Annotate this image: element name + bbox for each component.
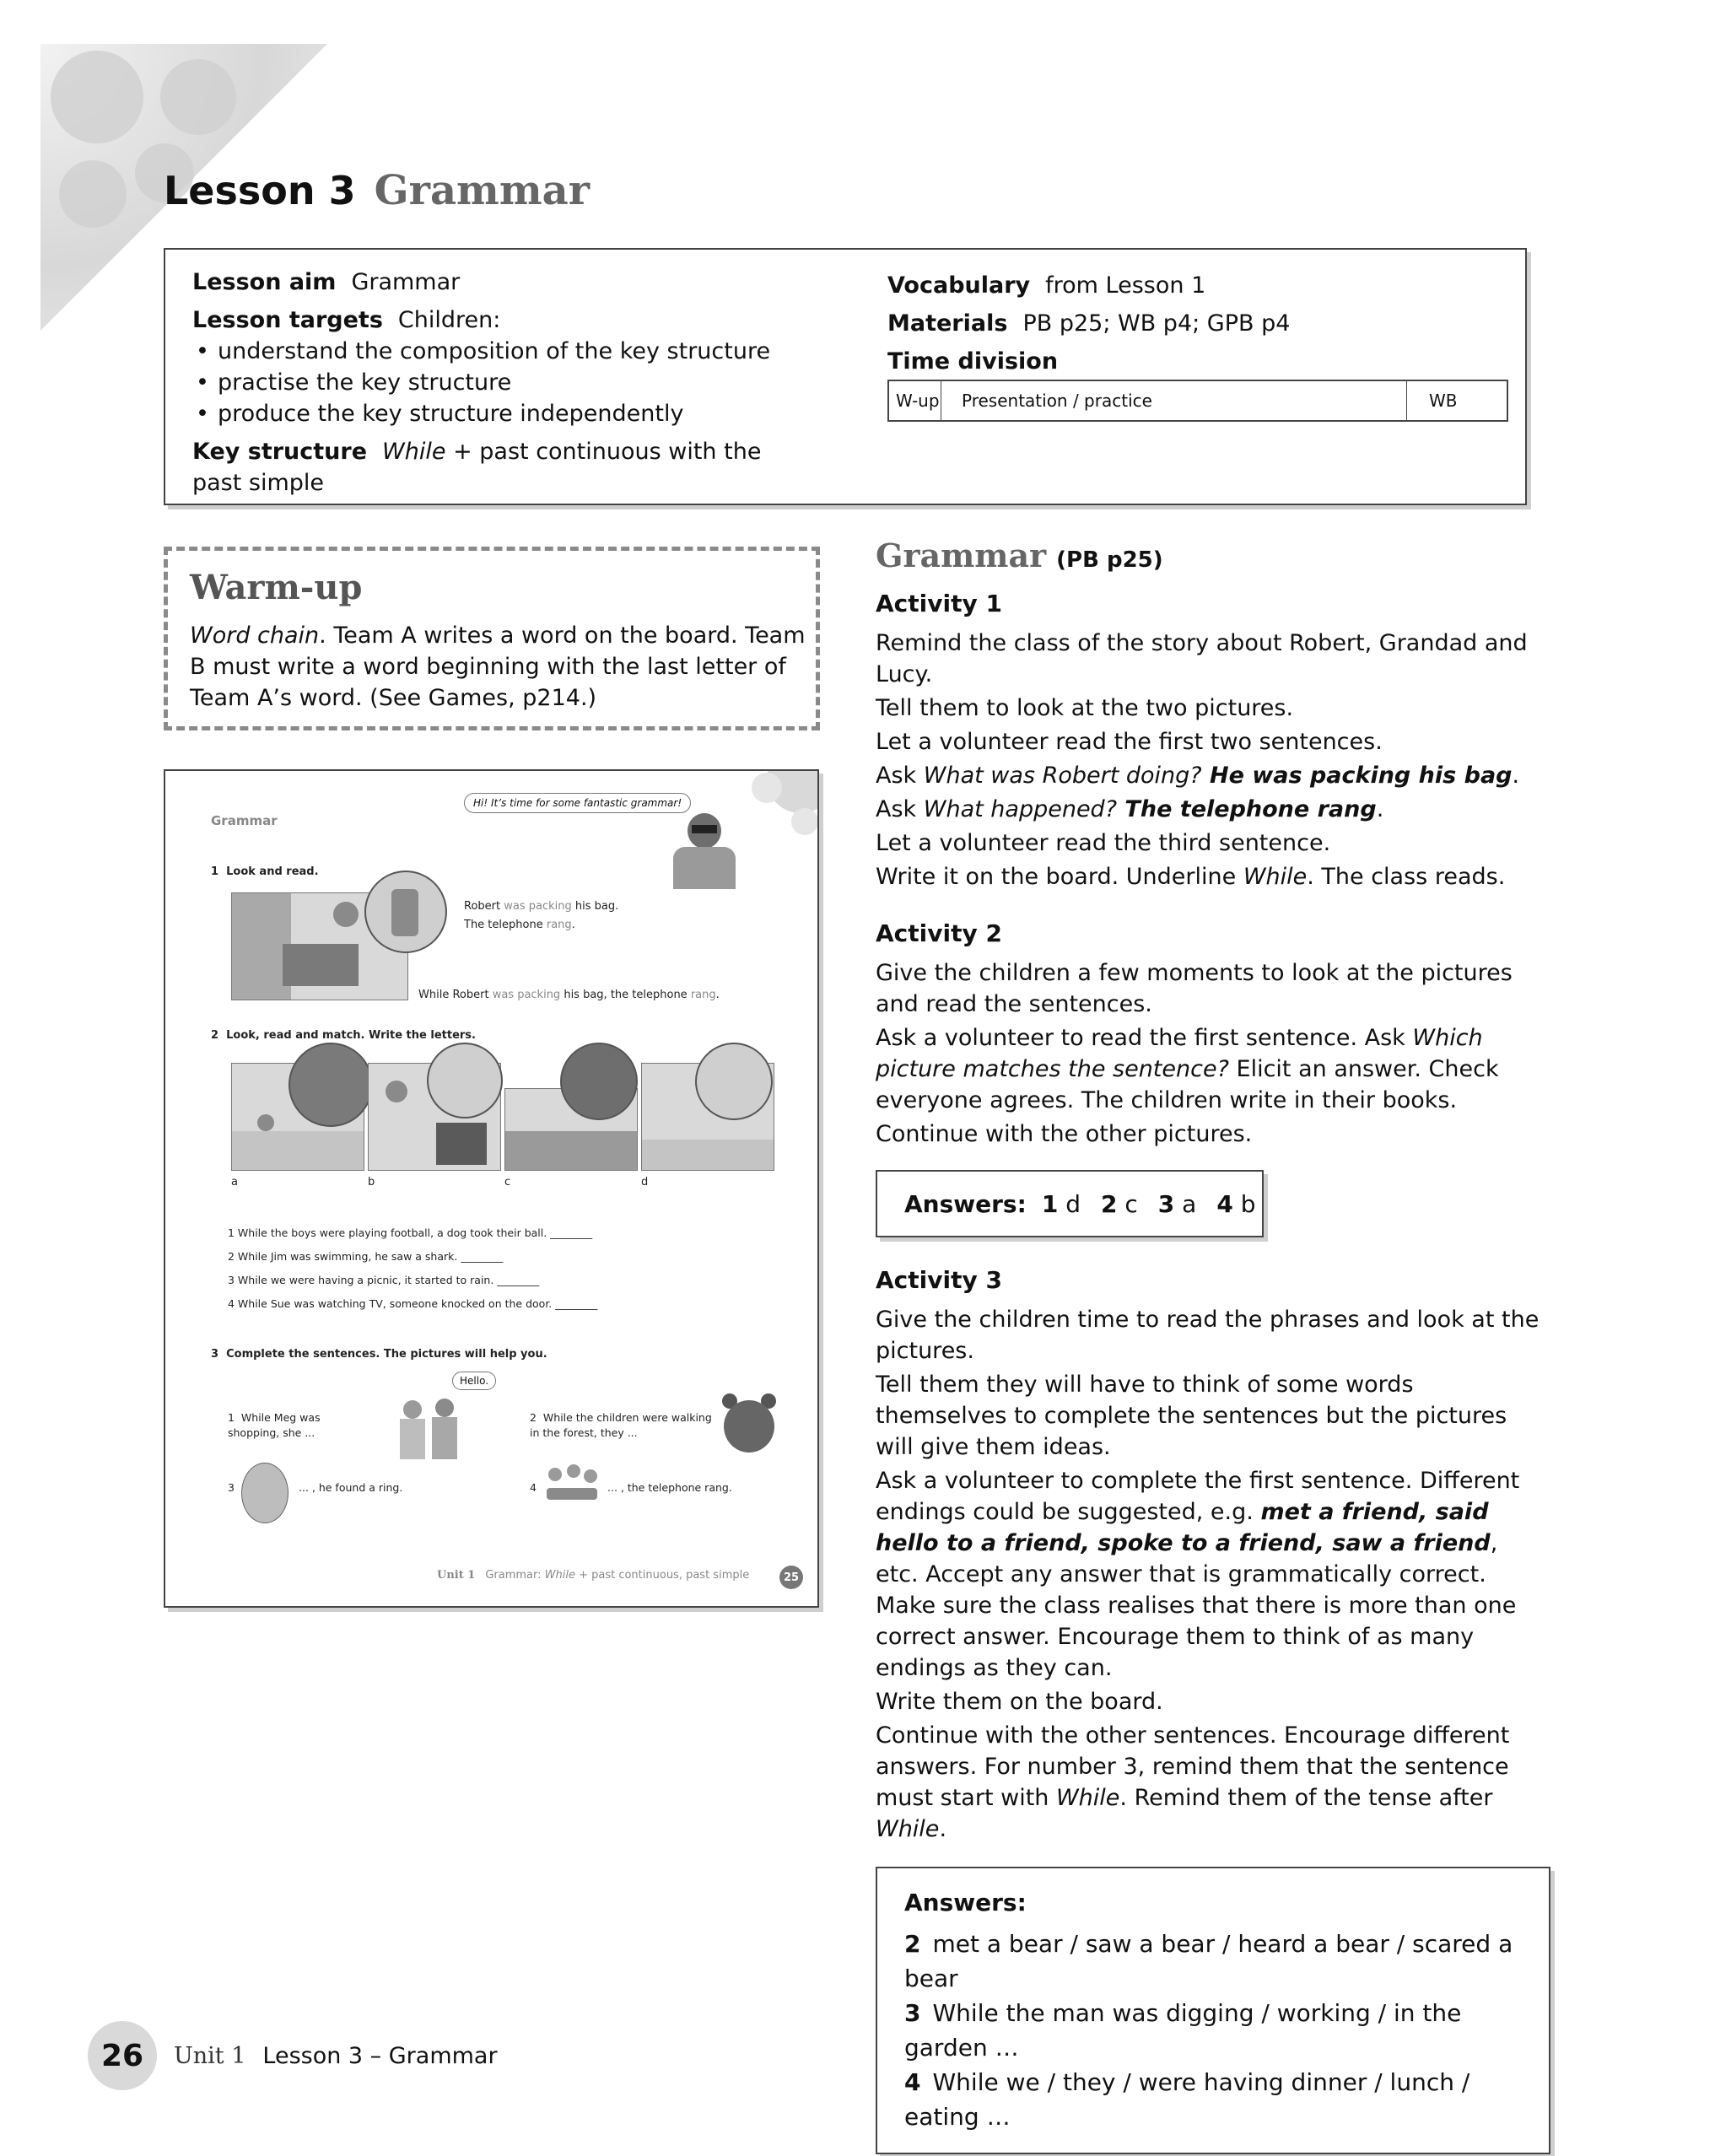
pb-ex3-text: Complete the sentences. The pictures will help you. bbox=[226, 1348, 547, 1361]
q1-ask: Ask bbox=[876, 763, 924, 789]
pb-ex1-l2b: rang bbox=[546, 919, 572, 931]
warmup-title: Warm-up bbox=[190, 568, 363, 607]
a1-p5-a: Write it on the board. Underline bbox=[876, 864, 1243, 890]
materials-value: PB p25; WB p4; GPB p4 bbox=[1022, 310, 1291, 337]
answers-box-activity-3 bbox=[876, 1867, 1550, 2154]
pb-ex3-text2: While the children were walking in the forest, they ... bbox=[530, 1411, 712, 1439]
a3-p5-b: While bbox=[1055, 1785, 1120, 1811]
pb-footer-a: Grammar: bbox=[485, 1569, 545, 1582]
activity-1-question bbox=[876, 760, 1542, 791]
answer-value: met a bear / saw a bear / heard a bear / scared a bear bbox=[904, 1930, 1513, 1992]
lesson-aim bbox=[192, 267, 817, 298]
vocabulary-value: from Lesson 1 bbox=[1045, 272, 1206, 299]
pb-footer-unit: Unit 1 bbox=[437, 1569, 476, 1582]
time-cell-presentation: Presentation / practice bbox=[941, 381, 1407, 420]
answer-number: 2 bbox=[904, 1930, 921, 1958]
grammar-section bbox=[876, 536, 1542, 2154]
q2-end: . bbox=[1376, 796, 1384, 822]
lesson-targets-label: Lesson targets bbox=[192, 307, 383, 333]
pb-shopping-illustration bbox=[398, 1395, 469, 1461]
pb-ex1-l2a: The telephone bbox=[464, 919, 547, 931]
info-left-column bbox=[192, 267, 817, 499]
a2-p2-c: Elicit an answer. Check everyone agrees. The children write in their books. bbox=[876, 1056, 1499, 1113]
pb-ex3-item1 bbox=[228, 1410, 371, 1441]
pb-shark-circle bbox=[560, 1043, 638, 1120]
warmup-body: . Team A writes a word on the board. Team B must write a word beginning with the last letter of Team A’s word. (See Games, p214.) bbox=[190, 623, 806, 711]
answers-box-activity-2 bbox=[876, 1170, 1264, 1237]
q2-answer: The telephone rang bbox=[1117, 796, 1377, 822]
pb-ex3-item2 bbox=[530, 1410, 715, 1441]
answers-label: Answers: bbox=[904, 1189, 1027, 1218]
activity-3-text: Give the children time to read the phrases and look at the pictures. bbox=[876, 1307, 1540, 1364]
materials bbox=[887, 305, 1512, 342]
lesson-topic: Grammar bbox=[374, 167, 590, 214]
answer-number: 1 bbox=[1041, 1189, 1059, 1218]
pb-letter-c: c bbox=[504, 1176, 511, 1188]
pb-ex2-sentence: 2 While Jim was swimming, he saw a shark. ________ bbox=[228, 1250, 504, 1263]
answer-number: 2 bbox=[1100, 1189, 1118, 1218]
warmup-italic: Word chain bbox=[190, 623, 320, 649]
pb-ex1-l3a: While Robert bbox=[418, 989, 493, 1001]
grammar-heading bbox=[876, 536, 1542, 576]
pb-ex1-l1a: Robert bbox=[464, 900, 504, 913]
pb-ex3-n2: 2 bbox=[530, 1411, 537, 1424]
a3-p3-c: , etc. Accept any answer that is grammatically correct. Make sure the class realises that there is more than one correct answer. Encourage them to think of as many endings as they can. bbox=[876, 1530, 1517, 1681]
pb-ex3-title bbox=[211, 1348, 547, 1361]
corner-dot bbox=[160, 59, 236, 135]
answer-row bbox=[904, 1927, 1522, 1996]
info-right-column bbox=[887, 267, 1512, 380]
pb-footer bbox=[437, 1569, 749, 1582]
answer-number: 4 bbox=[1216, 1189, 1233, 1218]
q1-end: . bbox=[1512, 763, 1520, 789]
superhero-illustration bbox=[668, 813, 741, 889]
lesson-aim-value: Grammar bbox=[351, 269, 461, 295]
targets-list bbox=[192, 336, 817, 429]
q1-question: What was Robert doing? bbox=[923, 763, 1202, 789]
page-title bbox=[164, 167, 590, 214]
activity-1-question bbox=[876, 794, 1542, 825]
pb-speech-bubble: Hi! It’s time for some fantastic grammar! bbox=[464, 793, 691, 813]
pb-ex3-n4: 4 bbox=[530, 1481, 537, 1494]
pb-ex3-num: 3 bbox=[211, 1348, 219, 1361]
materials-label: Materials bbox=[887, 310, 1008, 337]
pb-letter-a: a bbox=[231, 1176, 238, 1188]
a3-p3-b: met a friend, said hello to a friend, spoke to a friend, saw a friend bbox=[876, 1499, 1491, 1556]
activity-1-text: Tell them to look at the two pictures. bbox=[876, 695, 1294, 721]
answer-value: b bbox=[1240, 1189, 1256, 1218]
pb-letter-b: b bbox=[368, 1176, 375, 1188]
activity-3-text bbox=[876, 1465, 1542, 1684]
pb-ex2-sentence: 4 While Sue was watching TV, someone knocked on the door. ________ bbox=[228, 1297, 598, 1310]
answer-row bbox=[904, 1996, 1522, 2065]
pb-ex1-lines: Robert was packing his bag. The telephone rang. bbox=[464, 900, 619, 931]
pupil-book-page bbox=[164, 769, 819, 1608]
q1-answer: He was packing his bag bbox=[1201, 763, 1513, 789]
a3-p5-c: . Remind them of the tense after bbox=[1119, 1785, 1493, 1811]
a3-p3-a: Ask a volunteer to complete the first sentence. Different endings could be suggested, e.g. bbox=[876, 1468, 1520, 1525]
pb-ex2-text: Look, read and match. Write the letters. bbox=[226, 1029, 476, 1042]
pb-digging-illustration bbox=[241, 1463, 288, 1523]
pb-ex1-l3b: was packing bbox=[492, 989, 561, 1001]
pb-footer-b: While bbox=[544, 1569, 575, 1582]
activity-2-heading: Activity 2 bbox=[876, 919, 1002, 947]
pb-ex2-title bbox=[211, 1029, 476, 1042]
time-division-heading: Time division bbox=[887, 348, 1059, 375]
lesson-targets bbox=[192, 305, 817, 336]
key-structure-italic: While bbox=[382, 439, 446, 465]
warmup-box bbox=[164, 547, 820, 730]
a3-p5-a: Continue with the other sentences. Encourage different answers. For number 3, remind them that the sentence must start with bbox=[876, 1722, 1510, 1811]
activity-2-text bbox=[876, 1022, 1542, 1116]
target-item: • understand the composition of the key structure bbox=[192, 336, 817, 367]
pb-heading: Grammar bbox=[211, 813, 278, 828]
time-division-table bbox=[887, 380, 1508, 422]
grammar-ref: (PB p25) bbox=[1056, 547, 1163, 573]
pb-ex2-num: 2 bbox=[211, 1029, 219, 1042]
answer-value: While we / they / were having dinner / lunch / eating … bbox=[904, 2068, 1470, 2131]
pb-ex3-text4: ... , the telephone rang. bbox=[607, 1481, 732, 1494]
answers-label: Answers: bbox=[904, 1889, 1027, 1916]
pb-ex1-text: Look and read. bbox=[226, 865, 319, 878]
vocabulary bbox=[887, 267, 1512, 305]
lesson-number: Lesson 3 bbox=[164, 168, 356, 213]
activity-1-text: Let a volunteer read the third sentence. bbox=[876, 830, 1331, 856]
a3-p5-e: . bbox=[939, 1816, 947, 1842]
pb-dinner-illustration bbox=[542, 1464, 602, 1515]
pb-ex2-sentences bbox=[228, 1221, 597, 1316]
activity-3-heading: Activity 3 bbox=[876, 1266, 1002, 1294]
warmup-text bbox=[190, 620, 806, 714]
activity-3-text: Write them on the board. bbox=[876, 1689, 1163, 1715]
corner-dot bbox=[51, 51, 143, 143]
pb-ex2-sentence: 1 While the boys were playing football, a dog took their ball. ________ bbox=[228, 1226, 593, 1239]
pb-ex1-l1b: was packing bbox=[504, 900, 572, 913]
a1-p5-c: . The class reads. bbox=[1307, 864, 1506, 890]
activity-3-text: Tell them they will have to think of some words themselves to complete the sentences but the pictures will give them ideas. bbox=[876, 1372, 1507, 1460]
answer-number: 4 bbox=[904, 2068, 921, 2096]
activity-1-text: Remind the class of the story about Robert, Grandad and Lucy. bbox=[876, 630, 1528, 687]
key-structure-value: + past continuous with the past simple bbox=[192, 439, 762, 496]
page-footer bbox=[88, 2021, 498, 2090]
pb-door-circle bbox=[427, 1043, 503, 1118]
footer-unit: Unit 1 bbox=[174, 2042, 246, 2069]
answer-value: c bbox=[1124, 1189, 1138, 1218]
a2-p2-a: Ask a volunteer to read the first sentence. Ask bbox=[876, 1025, 1413, 1051]
pb-ex1-line3: While Robert was packing his bag, the telephone rang. bbox=[418, 989, 720, 1001]
activity-1-text bbox=[876, 861, 1542, 892]
pb-ex3-n3: 3 bbox=[228, 1481, 235, 1494]
q2-ask: Ask bbox=[876, 796, 924, 822]
pb-ex1-l3c: his bag, the telephone bbox=[560, 989, 691, 1001]
pb-letter-d: d bbox=[641, 1176, 649, 1188]
a3-p5-d: While bbox=[876, 1816, 940, 1842]
pb-ex1-title bbox=[211, 865, 319, 878]
pb-ex1-l1c: his bag. bbox=[571, 900, 619, 913]
footer-lesson: Lesson 3 – Grammar bbox=[262, 2042, 498, 2069]
footer-text bbox=[174, 2043, 498, 2069]
key-structure bbox=[192, 436, 817, 499]
time-cell-warmup: W-up bbox=[889, 381, 941, 420]
pb-ex3-text1: While Meg was shopping, she ... bbox=[228, 1411, 321, 1439]
target-item: • produce the key structure independently bbox=[192, 398, 817, 429]
activity-3-text bbox=[876, 1720, 1542, 1845]
answer-value: a bbox=[1182, 1189, 1197, 1218]
answer-row bbox=[904, 2065, 1522, 2134]
pb-hello-bubble: Hello. bbox=[452, 1372, 496, 1390]
activity-2-text: Continue with the other pictures. bbox=[876, 1121, 1253, 1147]
pb-dog-circle bbox=[695, 1043, 773, 1120]
key-structure-label: Key structure bbox=[192, 439, 368, 465]
corner-dot bbox=[59, 160, 127, 228]
vocabulary-label: Vocabulary bbox=[887, 272, 1031, 299]
pb-rain-circle bbox=[288, 1043, 373, 1127]
target-item: • practise the key structure bbox=[192, 367, 817, 398]
pb-ex3-text3: ... , he found a ring. bbox=[299, 1481, 403, 1494]
pb-phone-circle bbox=[364, 870, 447, 953]
pb-ex3-n1: 1 bbox=[228, 1411, 235, 1424]
page-number: 26 bbox=[88, 2021, 157, 2090]
q2-question: What happened? bbox=[923, 796, 1118, 822]
pb-footer-c: + past continuous, past simple bbox=[574, 1569, 750, 1582]
answer-number: 3 bbox=[904, 1999, 921, 2027]
time-cell-wb: WB bbox=[1429, 391, 1458, 411]
time-division-label bbox=[887, 342, 1512, 380]
answer-value: While the man was digging / working / in the garden … bbox=[904, 1999, 1462, 2062]
lesson-info-box bbox=[164, 248, 1527, 505]
pb-ex1-l3d: rang bbox=[690, 989, 716, 1001]
lesson-targets-intro: Children: bbox=[397, 307, 501, 333]
pb-page-number: 25 bbox=[779, 1566, 803, 1589]
activity-1-heading: Activity 1 bbox=[876, 590, 1002, 617]
activity-2-text: Give the children a few moments to look at the pictures and read the sentences. bbox=[876, 960, 1513, 1017]
pb-ex2-sentence: 3 While we were having a picnic, it started to rain. ________ bbox=[228, 1274, 540, 1286]
a1-p5-b: While bbox=[1243, 864, 1308, 890]
grammar-title: Grammar bbox=[876, 536, 1047, 574]
pb-ex1-num: 1 bbox=[211, 865, 219, 878]
lesson-aim-label: Lesson aim bbox=[192, 269, 337, 295]
answer-value: d bbox=[1065, 1189, 1081, 1218]
pb-bear-illustration bbox=[719, 1393, 779, 1454]
a2-p2-b: Which picture matches the sentence? bbox=[876, 1025, 1483, 1082]
activity-1-text: Let a volunteer read the first two sentences. bbox=[876, 729, 1383, 755]
answer-number: 3 bbox=[1157, 1189, 1175, 1218]
